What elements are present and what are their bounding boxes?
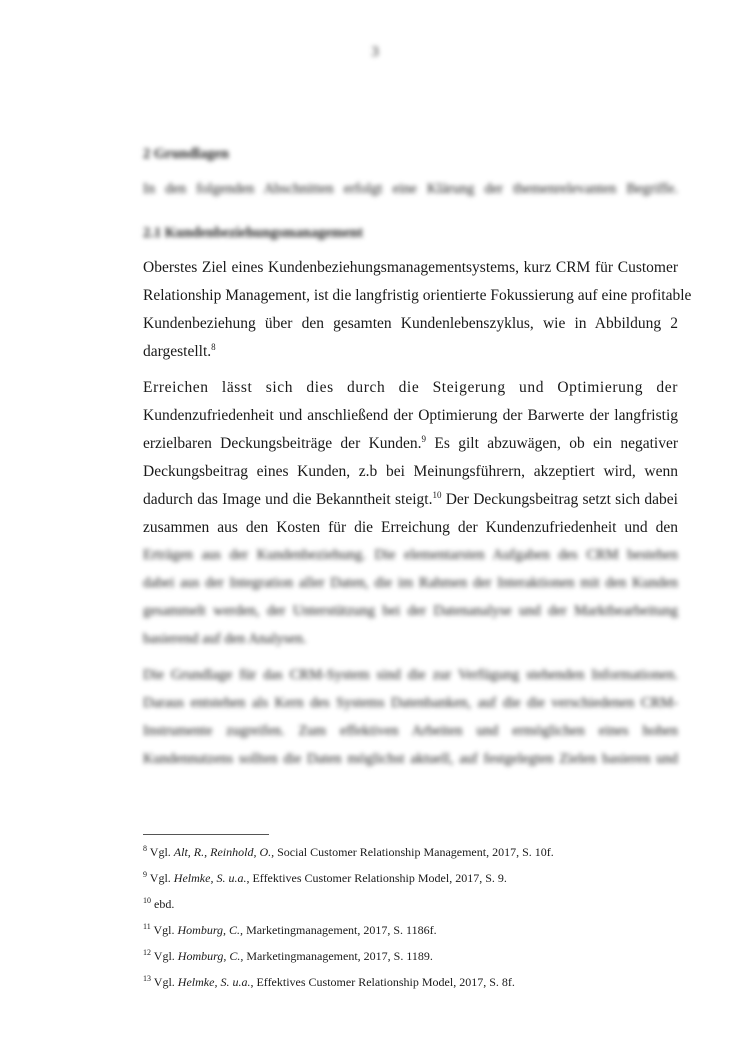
paragraph-line: Deckungsbeitrag eines Kunden, z.b bei Meinungsführern, akzeptiert wird, wenn — [143, 463, 678, 480]
paragraph-line: Relationship Management, ist die langfristig orientierte Fokussierung auf eine profitable — [143, 287, 692, 304]
footnote-ref[interactable]: 9 — [421, 434, 427, 444]
footnote: $^{11}$ Vgl. Homburg, C., Marketingmanagement, 2017, S. 1186f. — [143, 922, 437, 937]
footnote: $^{12}$ Vgl. Homburg, C., Marketingmanagement, 2017, S. 1189. — [143, 948, 433, 963]
blurred-line: Daraus entstehen als Kern des Systems Datenbanken, auf die die verschiedenen CRM- — [143, 695, 678, 711]
blurred-line: gesammelt werden, der Unterstützung bei der Datenanalyse und der Marktbearbeitung — [143, 603, 678, 619]
footnote-ref[interactable]: 10 — [432, 490, 442, 500]
paragraph-line: Oberstes Ziel eines Kundenbeziehungsmanagementsystems, kurz CRM für Customer — [143, 259, 678, 276]
paragraph-line: erzielbaren Deckungsbeiträge der Kunden.$^9$ Es gilt abzuwägen, ob ein negativer — [143, 434, 678, 452]
paragraph-line: Erreichen lässt sich dies durch die Steigerung und Optimierung der — [143, 379, 678, 396]
footnote-ref[interactable]: 8 — [211, 342, 216, 352]
footnote: $^9$ Vgl. Helmke, S. u.a., Effektives Customer Relationship Model, 2017, S. 9. — [143, 870, 507, 885]
footnote-separator — [143, 834, 269, 835]
subsection-heading: 2.1 Kundenbeziehungsmanagement — [143, 225, 363, 241]
blurred-line: basierend auf den Analysen. — [143, 631, 307, 647]
section-heading: 2 Grundlagen — [143, 146, 229, 162]
page-number: 3 — [371, 44, 379, 60]
intro-text: In den folgenden Abschnitten erfolgt eine Klärung der themenrelevanten Begriffe. — [143, 181, 678, 197]
footnote: $^{13}$ Vgl. Helmke, S. u.a., Effektives Customer Relationship Model, 2017, S. 8f. — [143, 974, 515, 989]
blurred-line: Erträgen aus der Kundenbeziehung. Die elementarsten Aufgaben des CRM bestehen — [143, 547, 678, 563]
blurred-line: Kundennutzens sollten die Daten möglichst aktuell, auf festgelegten Zielen basieren und — [143, 751, 678, 767]
footnote: $^8$ Vgl. Alt, R., Reinhold, O., Social Customer Relationship Management, 2017, S. 10f. — [143, 844, 554, 859]
blurred-line: dabei aus der Integration aller Daten, die im Rahmen der Interaktionen mit den Kunden — [143, 575, 678, 591]
paragraph-line: dadurch das Image und die Bekanntheit steigt.$^{10}$ Der Deckungsbeitrag setzt sich dabei — [143, 490, 678, 508]
paragraph-line: Kundenbeziehung über den gesamten Kundenlebenszyklus, wie in Abbildung 2 — [143, 315, 678, 332]
paragraph-line: zusammen aus den Kosten für die Erreichung der Kundenzufriedenheit und den — [143, 519, 678, 536]
paragraph-line: dargestellt.$^8$ — [143, 342, 216, 360]
blurred-line: Die Grundlage für das CRM-System sind die zur Verfügung stehenden Informationen. — [143, 667, 678, 683]
blurred-line: Instrumente zugreifen. Zum effektiven Arbeiten und ermöglichen eines hohen — [143, 723, 678, 739]
paragraph-line: Kundenzufriedenheit und anschließend der Optimierung der Barwerte der langfristig — [143, 407, 678, 424]
footnote: $^{10}$ ebd. — [143, 896, 175, 911]
